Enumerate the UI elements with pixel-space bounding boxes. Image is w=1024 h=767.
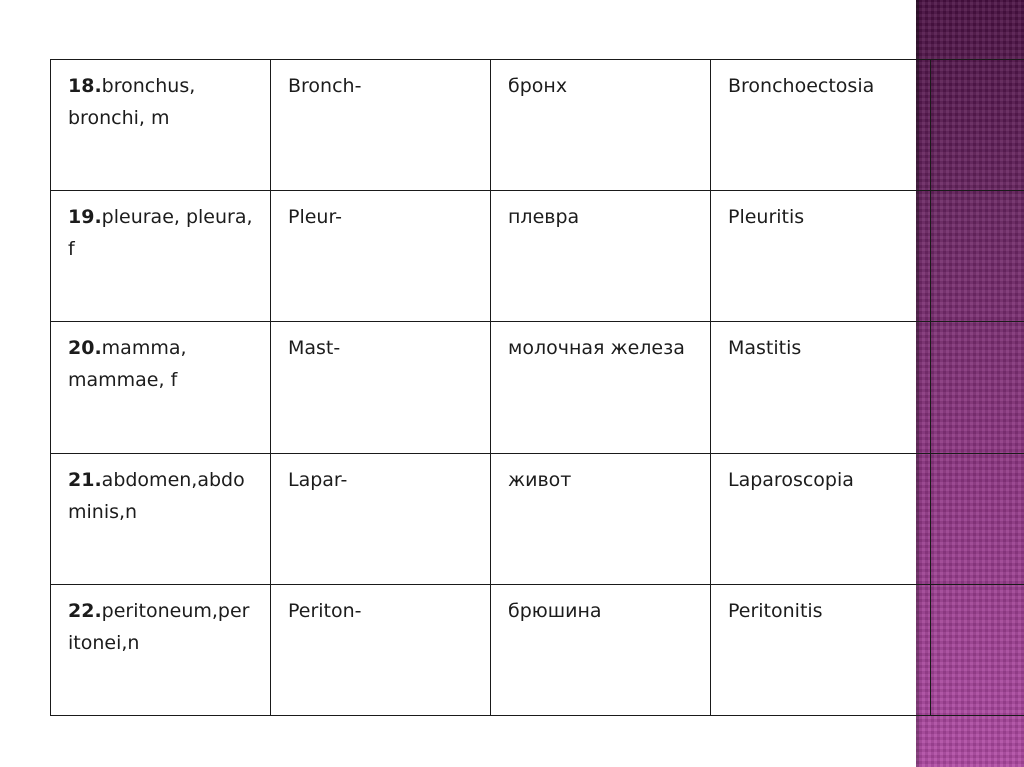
latin-cell — [51, 584, 271, 715]
latin-term: pleurae, pleura, f — [68, 206, 253, 261]
stem-cell: Periton- — [271, 584, 491, 715]
empty-cell — [931, 453, 1024, 584]
translation-cell: живот — [491, 453, 711, 584]
row-number: 21. — [68, 468, 102, 491]
translation-cell: молочная железа — [491, 322, 711, 453]
example-cell: Laparoscopia — [711, 453, 931, 584]
translation-cell: плевра — [491, 191, 711, 322]
latin-cell — [51, 60, 271, 191]
row-number: 18. — [68, 75, 102, 97]
terminology-table — [50, 59, 1024, 716]
example-cell: Peritonitis — [711, 584, 931, 715]
empty-cell — [931, 584, 1024, 715]
stem-cell: Lapar- — [271, 453, 491, 584]
table-row — [51, 191, 1024, 322]
translation-cell: бронх — [491, 60, 711, 191]
latin-term: peritoneum,peritonei,n — [68, 599, 250, 654]
row-number: 19. — [68, 206, 102, 229]
empty-cell — [931, 60, 1024, 191]
latin-cell — [51, 453, 271, 584]
stem-cell: Bronch- — [271, 60, 491, 191]
latin-term: abdomen,abdominis,n — [68, 468, 245, 523]
row-number: 20. — [68, 337, 102, 360]
table-row — [51, 584, 1024, 715]
example-cell: Bronchoectosia — [711, 60, 931, 191]
latin-term: bronchus, bronchi, m — [68, 75, 196, 129]
stem-cell: Mast- — [271, 322, 491, 453]
example-cell: Mastitis — [711, 322, 931, 453]
example-cell: Pleuritis — [711, 191, 931, 322]
latin-cell — [51, 191, 271, 322]
table-row — [51, 322, 1024, 453]
translation-cell: брюшина — [491, 584, 711, 715]
empty-cell — [931, 191, 1024, 322]
latin-term: mamma, mammae, f — [68, 337, 187, 392]
latin-cell — [51, 322, 271, 453]
stem-cell: Pleur- — [271, 191, 491, 322]
empty-cell — [931, 322, 1024, 453]
table-row — [51, 453, 1024, 584]
row-number: 22. — [68, 599, 102, 622]
table-row — [51, 60, 1024, 191]
